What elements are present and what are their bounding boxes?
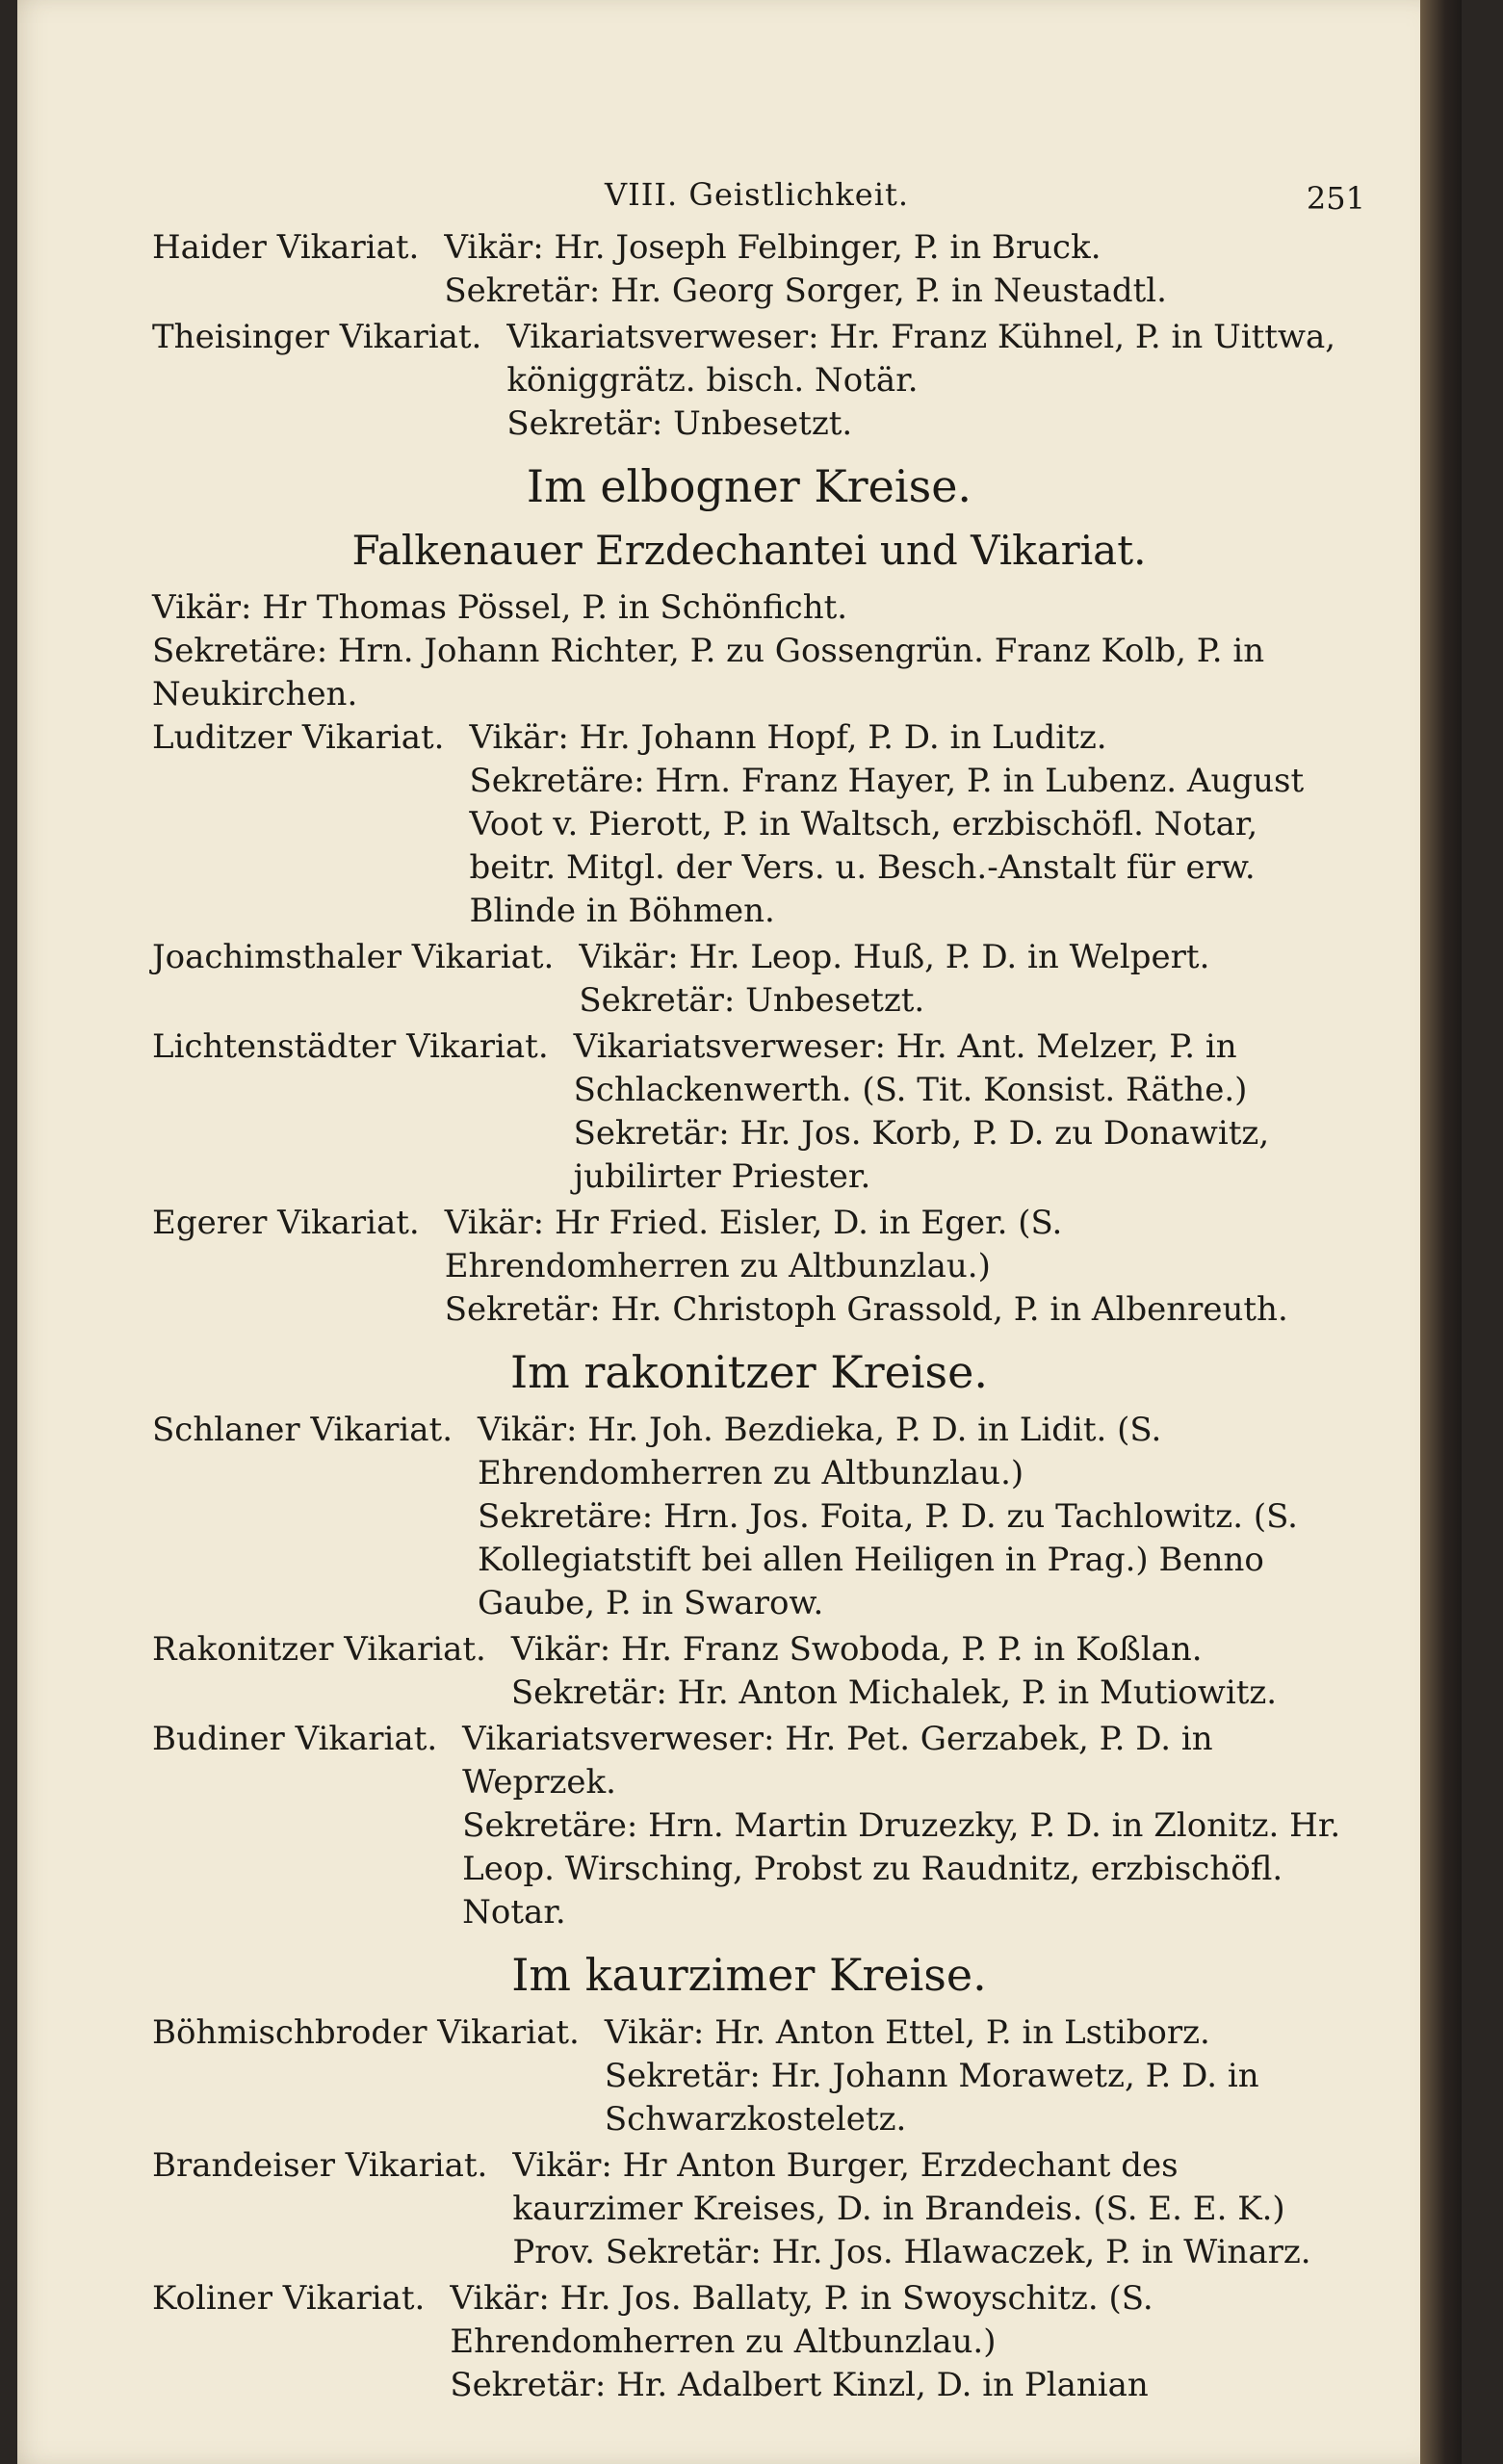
vicariate-entry <box>152 2144 1346 2274</box>
running-head: VIII. Geistlichkeit. <box>605 176 909 213</box>
vicariate-details <box>512 2144 1346 2274</box>
detail-line: Sekretär: Hr. Johann Morawetz, P. D. in Schwarzkosteletz. <box>604 2057 1259 2139</box>
detail-line: Sekretär: Hr. Anton Michalek, P. in Mutiowitz. <box>510 1673 1278 1712</box>
vicariate-name: Koliner Vikariat. <box>152 2279 426 2318</box>
vicariate-name: Budiner Vikariat. <box>152 1720 438 1758</box>
detail-line: Vikär: Hr. Joseph Felbinger, P. in Bruck. <box>444 228 1101 267</box>
detail-line: Sekretär: Unbesetzt. <box>579 981 925 1020</box>
detail-line: Vikär: Hr. Johann Hopf, P. D. in Luditz. <box>469 718 1107 757</box>
vicariate-name: Egerer Vikariat. <box>152 1204 420 1242</box>
detail-line: Sekretär: Hr. Jos. Korb, P. D. zu Donawitz, jubilirter Priester. <box>573 1114 1270 1196</box>
vicariate-name: Luditzer Vikariat. <box>152 718 445 757</box>
section-heading: Im rakonitzer Kreise. <box>509 1346 989 1398</box>
section-heading: Im elbogner Kreise. <box>526 460 972 512</box>
vicariate-details <box>469 716 1346 933</box>
subsection-heading: Falkenauer Erzdechantei und Vikariat. <box>351 527 1147 574</box>
page-content <box>152 173 1365 2410</box>
vicariate-name: Böhmischbroder Vikariat. <box>152 2013 580 2052</box>
paragraph <box>152 586 1346 716</box>
detail-line: Sekretäre: Hrn. Jos. Foita, P. D. zu Tachlowitz. (S. Kollegiatstift bei allen Heiligen in Prag.) Benno Gaube, P. in Swarow. <box>478 1497 1298 1622</box>
vicariate-name: Brandeiser Vikariat. <box>152 2146 488 2185</box>
vicariate-details <box>445 1202 1346 1332</box>
book-page <box>17 0 1462 2464</box>
vicariate-entry <box>152 1718 1346 1934</box>
vicariate-entry <box>152 716 1346 933</box>
vicariate-name: Joachimsthaler Vikariat. <box>152 938 555 976</box>
vicariate-details <box>605 2011 1346 2141</box>
vicariate-name: Lichtenstädter Vikariat. <box>152 1027 549 1066</box>
detail-line: Sekretär: Hr. Georg Sorger, P. in Neustadtl. <box>444 272 1167 310</box>
detail-line: Sekretäre: Hrn. Martin Druzezky, P. D. in Zlonitz. Hr. Leop. Wirsching, Probst zu Raudnitz, erzbischöfl. Notar. <box>462 1806 1341 1932</box>
vicariate-name: Haider Vikariat. <box>152 228 420 267</box>
page-body <box>152 226 1346 2407</box>
paragraph-line: Sekretäre: Hrn. Johann Richter, P. zu Gossengrün. Franz Kolb, P. in Neukirchen. <box>152 632 1265 713</box>
vicariate-entry <box>152 226 1346 313</box>
vicariate-details <box>450 2277 1346 2407</box>
vicariate-entry <box>152 316 1346 446</box>
vicariate-entry <box>152 1409 1346 1625</box>
vicariate-details <box>506 316 1346 446</box>
detail-line: Vikariatsverweser: Hr. Ant. Melzer, P. in Schlackenwerth. (S. Tit. Konsist. Räthe.) <box>573 1027 1248 1109</box>
vicariate-entry <box>152 1202 1346 1332</box>
vicariate-details <box>579 936 1346 1023</box>
detail-line: Sekretär: Unbesetzt. <box>506 404 853 443</box>
detail-line: Vikariatsverweser: Hr. Franz Kühnel, P. in Uittwa, königgrätz. bisch. Notär. <box>506 318 1336 400</box>
detail-line: Sekretär: Hr. Christoph Grassold, P. in Albenreuth. <box>444 1290 1288 1329</box>
page-header <box>152 173 1365 226</box>
detail-line: Vikär: Hr. Leop. Huß, P. D. in Welpert. <box>579 938 1210 976</box>
detail-line: Sekretäre: Hrn. Franz Hayer, P. in Lubenz. August Voot v. Pierott, P. in Waltsch, erzbischöfl. Notar, beitr. Mitgl. der Vers. u. Besch.-Anstalt für erw. Blinde in Böhmen. <box>469 762 1305 930</box>
detail-line: Vikär: Hr. Anton Ettel, P. in Lstiborz. <box>604 2013 1210 2052</box>
vicariate-details <box>444 226 1346 313</box>
vicariate-entry <box>152 936 1346 1023</box>
detail-line: Vikär: Hr Fried. Eisler, D. in Eger. (S. Ehrendomherren zu Altbunzlau.) <box>444 1204 1063 1285</box>
book-spine <box>1420 0 1462 2464</box>
detail-line: Vikär: Hr. Franz Swoboda, P. P. in Koßlan. <box>510 1630 1203 1669</box>
paragraph-line: Vikär: Hr Thomas Pössel, P. in Schönficht. <box>152 588 848 627</box>
vicariate-entry <box>152 1025 1346 1199</box>
vicariate-entry <box>152 2277 1346 2407</box>
vicariate-entry <box>152 2011 1346 2141</box>
detail-line: Sekretär: Hr. Adalbert Kinzl, D. in Planian <box>450 2366 1149 2404</box>
vicariate-name: Theisinger Vikariat. <box>152 318 482 356</box>
detail-line: Vikär: Hr Anton Burger, Erzdechant des kaurzimer Kreises, D. in Brandeis. (S. E. E. K.) <box>512 2146 1285 2228</box>
detail-line: Vikariatsverweser: Hr. Pet. Gerzabek, P. D. in Weprzek. <box>462 1720 1213 1802</box>
vicariate-details <box>478 1409 1346 1625</box>
vicariate-entry <box>152 1628 1346 1715</box>
page-number: 251 <box>1306 180 1365 217</box>
vicariate-name: Schlaner Vikariat. <box>152 1411 453 1449</box>
vicariate-name: Rakonitzer Vikariat. <box>152 1630 486 1669</box>
detail-line: Prov. Sekretär: Hr. Jos. Hlawaczek, P. in Winarz. <box>512 2233 1311 2271</box>
section-heading: Im kaurzimer Kreise. <box>511 1949 987 2001</box>
vicariate-details <box>574 1025 1346 1199</box>
vicariate-details <box>511 1628 1346 1715</box>
detail-line: Vikär: Hr. Joh. Bezdieka, P. D. in Lidit. (S. Ehrendomherren zu Altbunzlau.) <box>478 1411 1162 1492</box>
vicariate-details <box>462 1718 1346 1934</box>
detail-line: Vikär: Hr. Jos. Ballaty, P. in Swoyschitz. (S. Ehrendomherren zu Altbunzlau.) <box>450 2279 1153 2361</box>
